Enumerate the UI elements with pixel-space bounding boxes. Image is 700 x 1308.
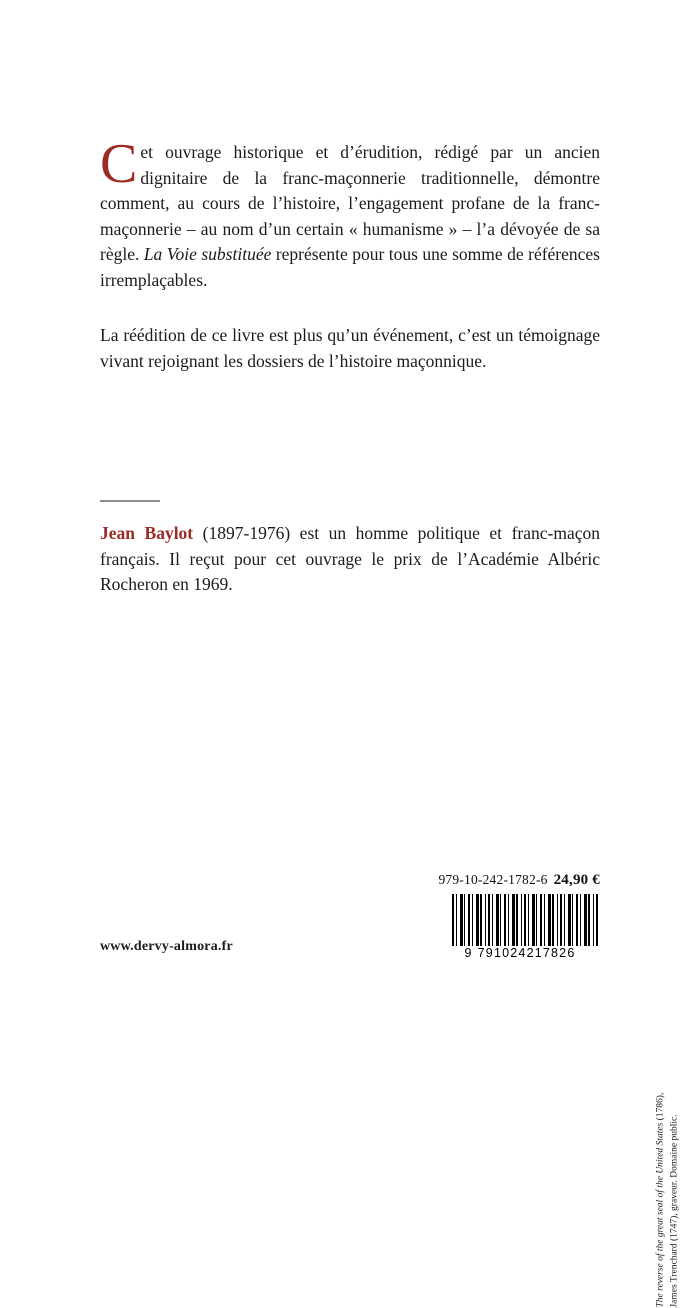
isbn-price-line [438,872,600,889]
blurb-block [100,133,600,374]
publisher-website[interactable]: www.dervy-almora.fr [100,939,233,954]
blurb-paragraph-2: La réédition de ce livre est plus qu’un événement, c’est un témoignage vivant rejoignant les dossiers de l’histoire maçonnique. [100,325,600,371]
image-credit-line-2: James Trenchard (1747), graveur. Domaine public. [669,1114,680,1308]
barcode-digit-group: 791024217826 [477,946,576,960]
barcode-bars [452,894,598,946]
author-bio-text: (1897-1976) est un homme politique et franc-maçon français. Il reçut pour cet ouvrage le prix de l’Académie Albéric Rocheron en 1969. [100,523,600,595]
image-credit-line-1 [654,988,668,1308]
drop-cap-letter: C [100,133,138,195]
image-credit-year: (1786), [655,1093,666,1124]
image-credit-caption [654,988,682,1308]
barcode-digits [440,946,600,960]
blurb-paragraph-1-tail: représente pour tous une somme de références irremplaçables. [100,244,600,290]
author-name: Jean Baylot [100,523,194,543]
image-credit-title: The reverse of the great seal of the United States [655,1123,666,1308]
blurb-paragraph-1 [100,133,600,293]
author-bio [100,521,600,598]
barcode-lead-digit: 9 [464,946,473,960]
book-title-italic: La Voie substituée [143,244,272,265]
isbn-number: 979-10-242-1782-6 [438,872,548,887]
blurb-paragraph-1-text: et ouvrage historique et d’érudition, rédigé par un ancien dignitaire de la franc-maçonnerie traditionnelle, démontre comment, au cours de l’histoire, l’engagement profane de la franc-maçonnerie – au nom d’un certain « humanisme » – l’a dévoyée de sa règle. [100,142,600,265]
barcode [440,890,600,965]
price-label: 24,90 € [553,872,600,888]
section-divider [100,500,160,502]
